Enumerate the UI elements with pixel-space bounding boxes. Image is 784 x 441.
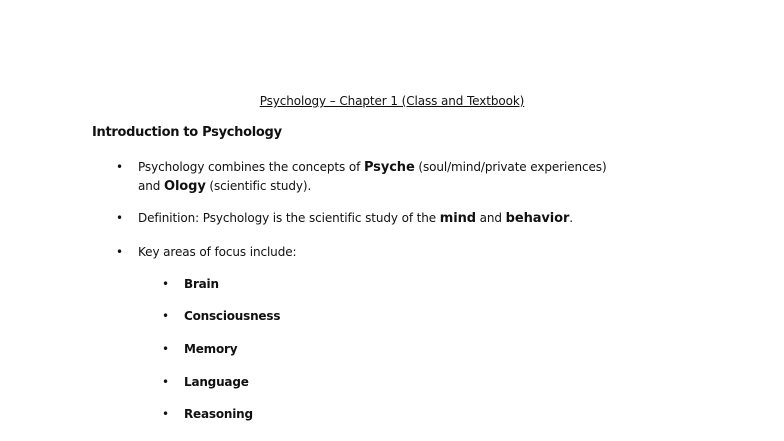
bullet-text — [138, 209, 573, 228]
bullet-text: Key areas of focus include: — [138, 245, 297, 259]
text-segment: and — [475, 211, 506, 225]
emphasis-mind: mind — [439, 211, 476, 226]
bullet-dot: • — [162, 277, 170, 291]
bullet-dot: • — [162, 309, 170, 323]
emphasis-behavior: behavior — [505, 211, 570, 226]
text-segment: Definition: Psychology is the scientific study of the — [138, 211, 440, 225]
focus-area-label: Reasoning — [184, 407, 253, 421]
focus-area-label: Brain — [184, 277, 219, 291]
text-segment: . — [569, 211, 574, 225]
focus-area-label: Memory — [184, 342, 238, 356]
bullet-dot: • — [162, 407, 170, 421]
bullet-dot: • — [116, 211, 124, 225]
section-heading: Introduction to Psychology — [92, 125, 282, 140]
bullet-text — [138, 158, 607, 196]
bullet-dot: • — [162, 375, 170, 389]
text-segment: (scientific study). — [205, 179, 312, 193]
emphasis-psyche: Psyche — [363, 160, 415, 175]
bullet-dot: • — [116, 245, 124, 259]
text-segment: (soul/mind/private experiences) — [414, 160, 607, 174]
text-segment: Psychology combines the concepts of — [138, 160, 364, 174]
focus-area-label: Consciousness — [184, 309, 281, 323]
document-title: Psychology – Chapter 1 (Class and Textbook) — [259, 94, 525, 108]
text-segment: and — [138, 179, 164, 193]
bullet-dot: • — [162, 342, 170, 356]
focus-area-label: Language — [184, 375, 249, 389]
emphasis-ology: Ology — [164, 179, 206, 194]
bullet-dot: • — [116, 160, 124, 174]
